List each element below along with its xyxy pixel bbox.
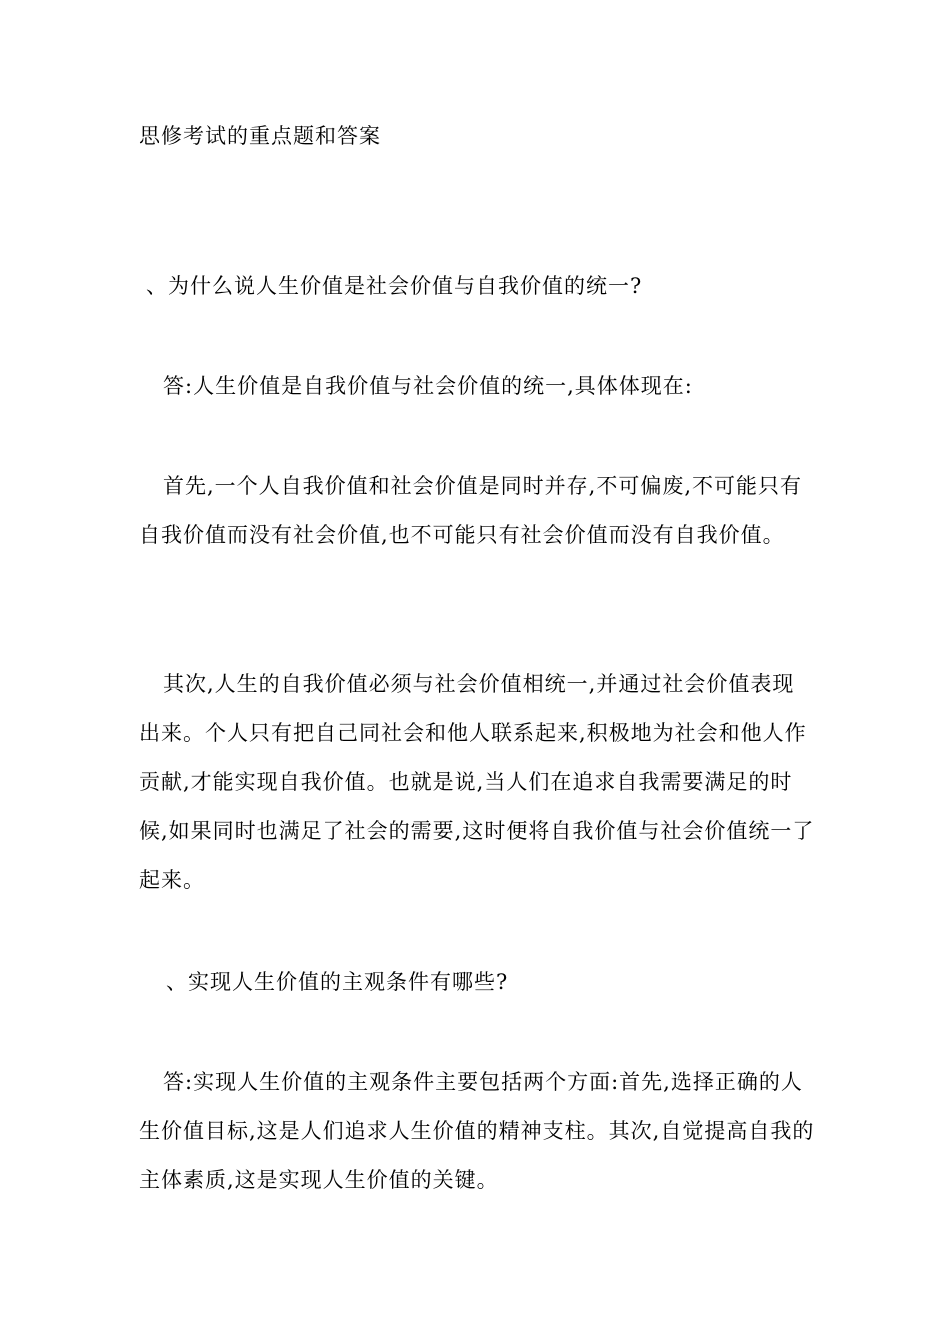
document-title: 思修考试的重点题和答案 <box>139 124 381 148</box>
question-2: 、实现人生价值的主观条件有哪些? <box>166 970 509 994</box>
answer-1-intro: 答:人生价值是自我价值与社会价值的统一,具体体现在: <box>163 374 693 398</box>
question-1: 、为什么说人生价值是社会价值与自我价值的统一? <box>146 274 643 298</box>
answer-1-paragraph-2: 其次,人生的自我价值必须与社会价值相统一,并通过社会价值表现出来。个人只有把自己同社会和他人联系起来,积极地为社会和他人作贡献,才能实现自我价值。也就是说,当人们在追求自我需要满足的时候,如果同时也满足了社会的需要,这时便将自我价值与社会价值统一了起来。 <box>139 672 815 892</box>
answer-1-paragraph-1: 首先,一个人自我价值和社会价值是同时并存,不可偏废,不可能只有自我价值而没有社会价值,也不可能只有社会价值而没有自我价值。 <box>139 474 803 547</box>
answer-2: 答:实现人生价值的主观条件主要包括两个方面:首先,选择正确的人生价值目标,这是人们追求人生价值的精神支柱。其次,自觉提高自我的主体素质,这是实现人生价值的关键。 <box>139 1070 815 1192</box>
